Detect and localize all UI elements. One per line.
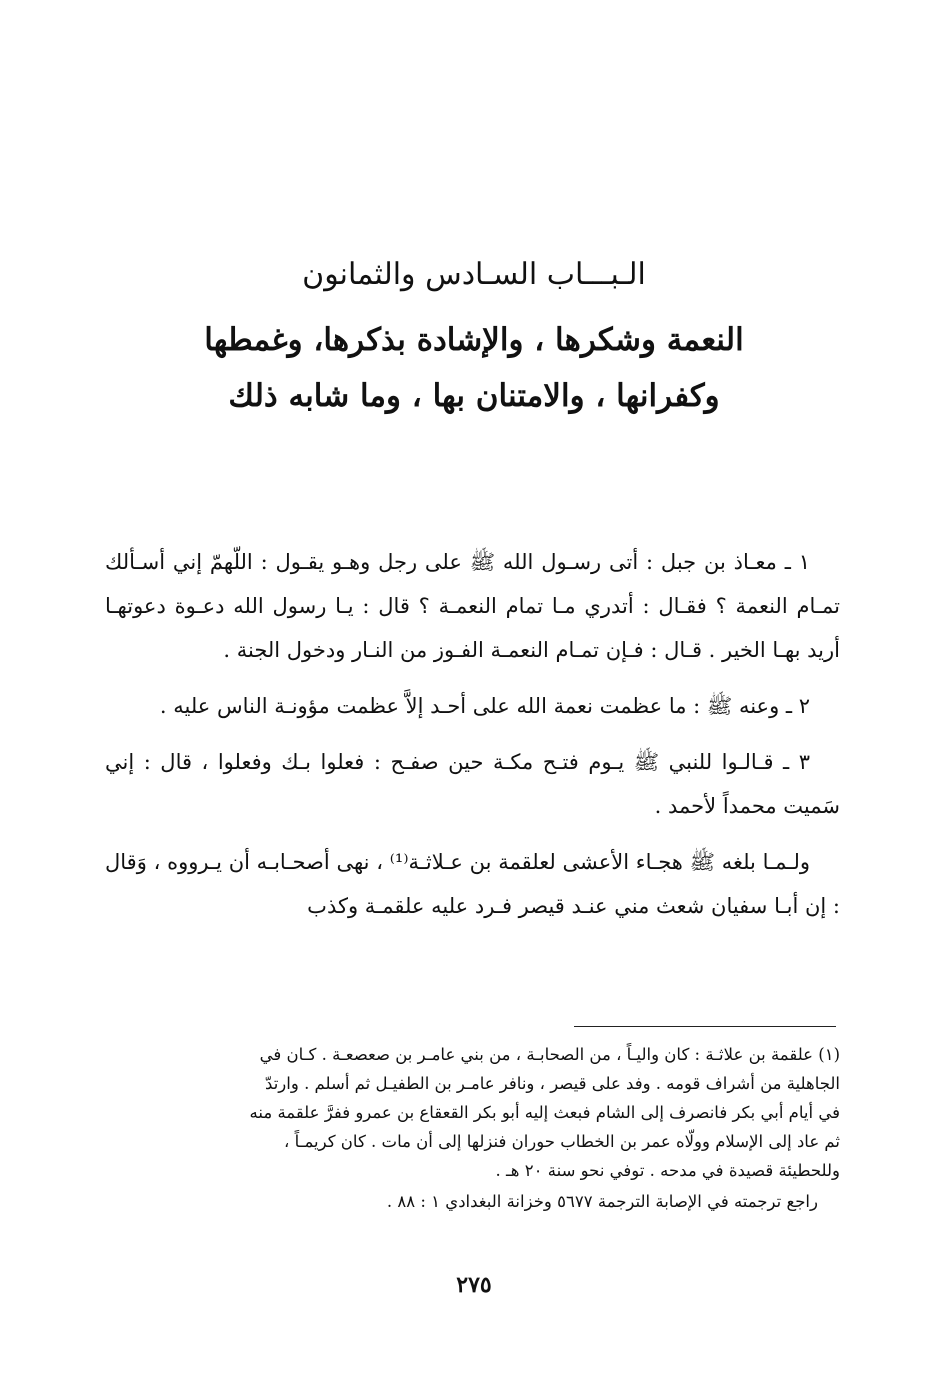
paragraph-4: ولـمـا بلغه ﷺ هجـاء الأعشى لعلقمة بن عـلاثـة⁽¹⁾ ، نهى أصحـابـه أن يـرووه ، وَقال : إن أبـا سفيان شعث مني عنـد قيصر فـرد عليه علقمـة وكذب xyxy=(105,850,840,918)
page-number: ٢٧٥ xyxy=(456,1272,492,1298)
footnote-line-5: وللحطيئة قصيدة في مدحه . توفي نحو سنة ٢٠ هـ . xyxy=(495,1161,840,1180)
chapter-title-line-2: وكفرانها ، والامتنان بها ، وما شابه ذلك xyxy=(228,378,720,414)
footnotes xyxy=(105,1040,840,1216)
chapter-label: الـبـــاب السـادس والثمانون xyxy=(302,257,646,292)
paragraph-1: ١ ـ معـاذ بن جبل : أتى رسـول الله ﷺ على رجل وهـو يقـول : اللّهمّ إني أسـألك تمـام النعمة ؟ فقـال : أتدري مـا تمام النعمـة ؟ قال : يـا رسول الله دعـوة دعوتهـا أريد بهـا الخير . قـال : فـإن تمـام النعمـة الفـوز من النـار ودخول الجنة . xyxy=(105,550,840,662)
footnote-line-1: (١) علقمة بن علاثـة : كان واليـاً ، من الصحابـة ، من بني عامـر بن صعصعـة . كـان في xyxy=(259,1045,840,1064)
body-text xyxy=(105,540,840,940)
paragraph-2: ٢ ـ وعنه ﷺ : ما عظمت نعمة الله على أحـد إلاَّ عظمت مؤونـة الناس عليه . xyxy=(159,694,810,718)
chapter-title xyxy=(120,312,828,424)
chapter-title-line-1: النعمة وشكرها ، والإشادة بذكرها، وغمطها xyxy=(204,322,744,358)
footnote-divider xyxy=(574,1026,836,1027)
footnote-reference: راجع ترجمته في الإصابة الترجمة ٥٦٧٧ وخزانة البغدادي ١ : ٨٨ . xyxy=(386,1192,818,1211)
footnote-line-2: الجاهلية من أشراف قومه . وفد على قيصر ، ونافر عامـر بن الطفيـل ثم أسلم . وارتدّ xyxy=(265,1074,840,1093)
footnote-line-4: ثم عاد إلى الإسلام وولّاه عمر بن الخطاب حوران فنزلها إلى أن مات . كان كريمـاً ، xyxy=(284,1132,840,1151)
paragraph-3: ٣ ـ قـالـوا للنبي ﷺ يـوم فتـح مكـة حين صفـح : فعلوا بـك وفعلوا ، قال : إني سَميت محمداً لأحمد . xyxy=(105,750,840,818)
footnote-line-3: في أيام أبي بكر فانصرف إلى الشام فبعث إليه أبو بكر القعقاع بن عمرو ففرَّ علقمة منه xyxy=(249,1103,840,1122)
